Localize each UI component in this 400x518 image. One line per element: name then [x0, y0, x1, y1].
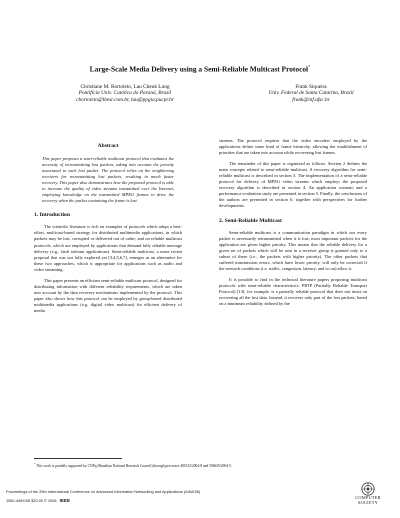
author-email-1: cbortoleto@lbest.com.br, lau@ppgia.pucpr.br: [76, 96, 174, 103]
author-block-2: [246, 84, 376, 103]
title-footnote-marker: *: [308, 64, 311, 69]
section-2-paragraph-2: It is possible to find in the technical literature papers proposing multicast protocols with semi-reliable characteristics. PRTP (Partially Reliable Transport Protocol) [13], for example, is a partially reliable protocol that does not insist on recovering all the lost data. Instead, it recovers only part of the lost packets, based on a minimum reliability defined by the: [219, 276, 367, 307]
footnote: [34, 462, 368, 469]
author-names-2: Frank Siqueira: [295, 84, 327, 90]
left-column: [34, 138, 182, 319]
proceedings-line: Proceedings of the 20th International Conference on Advanced Information Networking and Applications (AINA'06): [6, 490, 201, 494]
intro-paragraph-2: This paper presents an efficient semi-reliable multicast protocol, designed for distributing information with different reliability requirements, which are taken into account by the data recovery mechanisms implemented by the protocol. This paper also shows how this protocol can be employed by group-based distributed multimedia applications (e.g. digital video multicast) for efficient delivery of media: [34, 277, 182, 313]
author-affiliation-1: Pontifícia Univ. Católica do Paraná, Brazil: [78, 90, 172, 97]
intro-paragraph-3: The remainder of this paper is organized as follows. Section 2 defines the main concepts related to semi-reliable multicast. A recovery algorithm for semi-reliable multicast is described in section 3. The implementation of a semi-reliable protocol for delivery of MPEG video streams which employs the proposed recovery algorithm is described in section 4. An application scenario and a performance evaluation study are presented in section 5. Finally, the conclusions of the authors are presented in section 6, together with perspectives for further developments.: [219, 161, 367, 209]
author-affiliation-2: Univ. Federal de Santa Catarina, Brazil: [268, 90, 354, 97]
author-block-1: [50, 84, 200, 103]
right-column: [219, 138, 367, 312]
logo-text-line-2: SOCIETY: [358, 499, 378, 505]
footnote-text: This work is partially supported by CNPq (Brazilian National Research Council) through processes 481523/2004-8 and 506639/2004-5.: [36, 464, 232, 469]
computer-society-logo: [346, 482, 390, 512]
computer-society-emblem-icon: [361, 482, 375, 496]
ieee-mark: IEEE: [59, 498, 71, 503]
author-email-2: frank@inf.ufsc.br: [292, 96, 330, 103]
paper-title: [0, 62, 400, 73]
section-1-heading: 1. Introduction: [34, 212, 70, 219]
isbn-text: 1550-445X/06 $20.00 © 2006: [6, 499, 57, 503]
footnote-rule: [34, 458, 122, 459]
logo-text-line-1: COMPUTER: [355, 495, 381, 500]
paper-title-text: Large-Scale Media Delivery using a Semi-Reliable Multicast Protocol: [89, 64, 309, 74]
section-2-paragraph-1: Semi-reliable multicast is a communication paradigm in which not every packet is necessarily retransmitted when it is lost; most important packets for the application are given higher priority. This means that the reliable delivery for a given set of packets which will be sent in a receiver group is granted only to a subset of these (i.e., the packets with higher priority). The other packets that suffered transmission errors, which have lower priority, will only be corrected if the network conditions (i.e. traffic, congestion, latency, and so on) allow it.: [219, 229, 367, 271]
abstract-text: This paper proposes a semi-reliable multicast protocol that evaluates the necessity of retransmitting lost packets, taking into account the priority associated to each lost packet. The protocol relies on the neighboring receivers for retransmitting lost packets, resulting in much faster recovery. This paper also demonstrates how the proposed protocol is able to increase the quality of video streams transmitted over the Internet, employing knowledge on the transmitted MPEG frames to drive the recovery when the packet containing the frame is lost.: [42, 156, 174, 204]
section-2-heading: 2. Semi-Reliable Multicast: [219, 217, 282, 224]
intro-paragraph-1: The scientific literature is rich on examples of protocols which adopt a best-effort, multicast-based strategy for distributed multimedia applications, in which packets may be lost, corrupted or delivered out of order; and on reliable multicast protocols, which are employed by applications that demand fully reliable message delivery (e.g., fault tolerant applications). Semi-reliable multicast, a more recent proposal that was not fully explored yet [3,4,5,6,7], emerges as an alternative for these two approaches, which is appropriate for applications such as audio and video streaming.: [34, 224, 182, 272]
author-names-1: Christiane M. Bortoleto, Lau Cheuk Lung: [80, 84, 170, 90]
intro-paragraph-2-continued: streams. The protocol requires that the video encoders employed by the applications define some kind of frame hierarchy, allowing the establishment of priorities that are taken into account while recovering lost frames.: [219, 138, 367, 156]
abstract-heading: Abstract: [97, 143, 119, 149]
footnote-marker: *: [34, 462, 36, 466]
isbn-line: [6, 498, 70, 504]
